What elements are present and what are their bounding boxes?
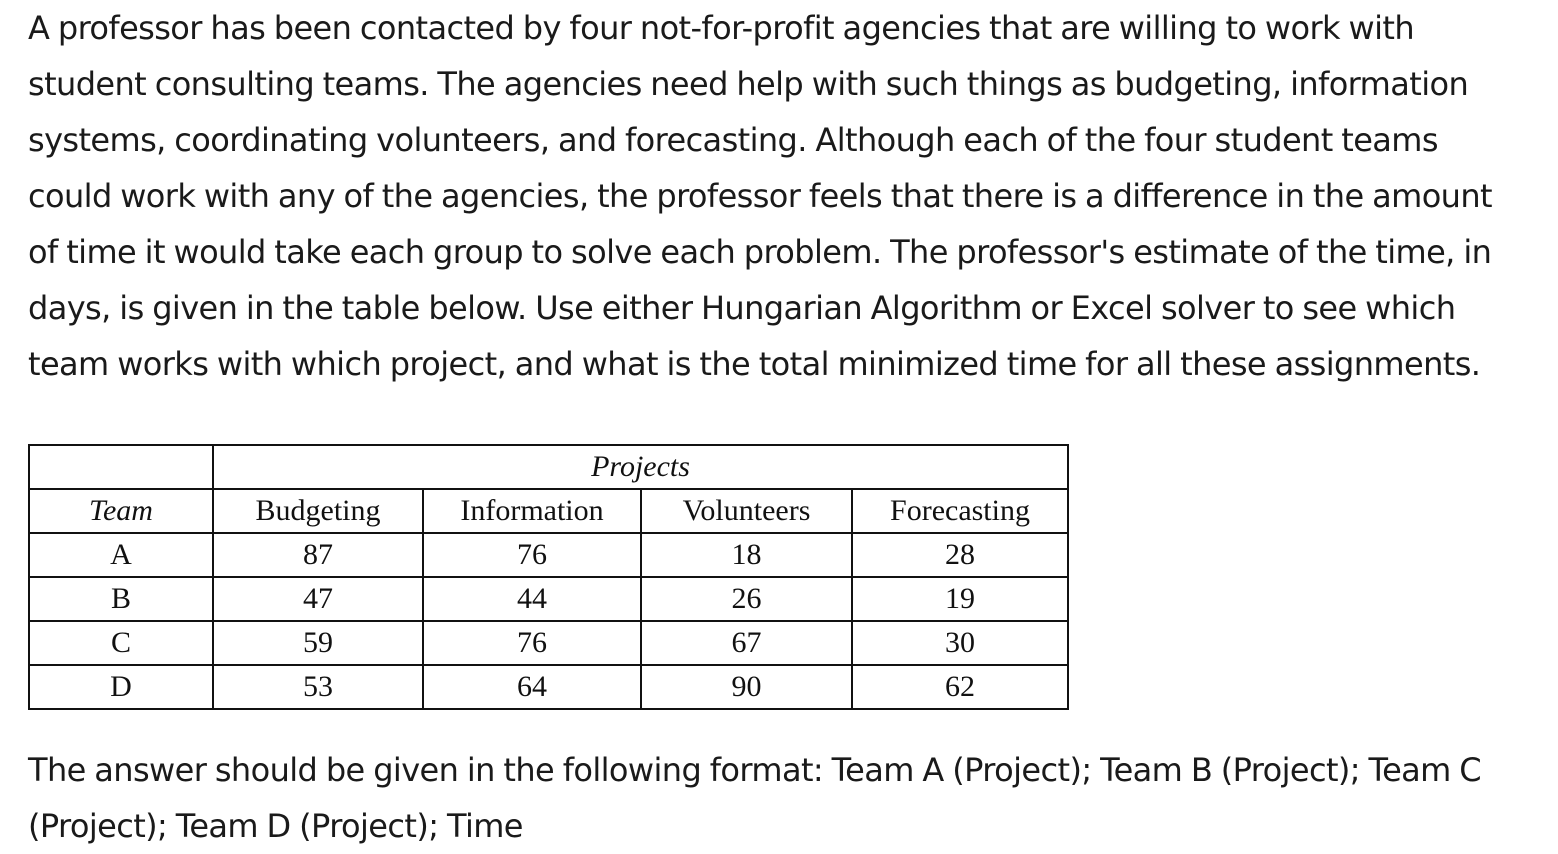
table-column-header-row (29, 489, 1068, 533)
time-estimate-table (28, 444, 1069, 710)
time-estimate-table-container (28, 444, 1069, 710)
projects-group-header: Projects (213, 445, 1068, 489)
column-header-information: Information (423, 489, 641, 533)
table-row (29, 621, 1068, 665)
table-cell: 26 (641, 577, 852, 621)
table-cell: 90 (641, 665, 852, 709)
column-header-forecasting: Forecasting (852, 489, 1068, 533)
team-label-cell: B (29, 577, 213, 621)
table-cell: 76 (423, 533, 641, 577)
table-cell: 62 (852, 665, 1068, 709)
table-corner-cell (29, 445, 213, 489)
table-cell: 18 (641, 533, 852, 577)
column-header-volunteers: Volunteers (641, 489, 852, 533)
table-group-header-row (29, 445, 1068, 489)
answer-format-instructions: The answer should be given in the following format: Team A (Project); Team B (Project); Team C (Project); Team D (Project); Time (28, 751, 1482, 845)
table-row (29, 533, 1068, 577)
table-cell: 76 (423, 621, 641, 665)
table-cell: 87 (213, 533, 423, 577)
table-row (29, 665, 1068, 709)
team-label-cell: D (29, 665, 213, 709)
table-cell: 64 (423, 665, 641, 709)
table-cell: 59 (213, 621, 423, 665)
table-cell: 47 (213, 577, 423, 621)
team-label-cell: A (29, 533, 213, 577)
table-row (29, 577, 1068, 621)
table-cell: 53 (213, 665, 423, 709)
problem-statement: A professor has been contacted by four not-for-profit agencies that are willing to work with student consulting teams. The agencies need help with such things as budgeting, information systems, coordinating volunteers, and forecasting. Although each of the four student teams could work with any of the agencies, the professor feels that there is a difference in the amount of time it would take each group to solve each problem. The professor's estimate of the time, in days, is given in the table below. Use either Hungarian Algorithm or Excel solver to see which team works with which project, and what is the total minimized time for all these assignments. (28, 9, 1492, 383)
column-header-budgeting: Budgeting (213, 489, 423, 533)
team-label-cell: C (29, 621, 213, 665)
table-cell: 19 (852, 577, 1068, 621)
table-cell: 67 (641, 621, 852, 665)
table-cell: 44 (423, 577, 641, 621)
table-cell: 28 (852, 533, 1068, 577)
team-column-header: Team (29, 489, 213, 533)
table-cell: 30 (852, 621, 1068, 665)
